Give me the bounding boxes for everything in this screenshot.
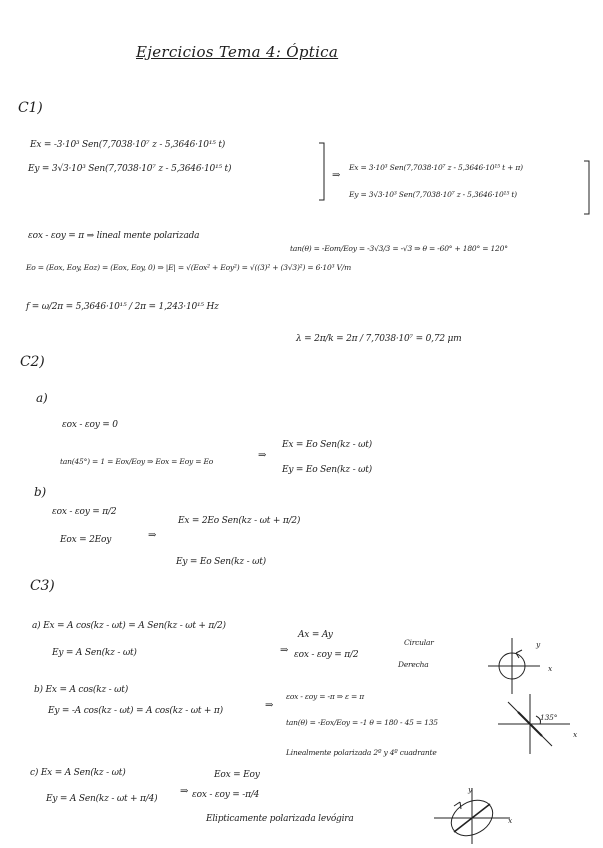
c2-a-ex: Ex = Eo Sen(kz - ωt) <box>282 440 372 450</box>
c3-c-type: Elipticamente polarizada levógira <box>206 814 354 824</box>
c3-c-phase: εox - εoy = -π/4 <box>192 790 260 800</box>
c1-ey-rewritten: Ey = 3√3·10³ Sen(7,7038·10⁷ z - 5,3646·10¹⁵ t) <box>349 190 517 199</box>
c2-b-label: b) <box>34 485 46 499</box>
elliptical-polarization-diagram <box>430 786 514 846</box>
c2-a-phase: εox - εoy = 0 <box>62 420 118 430</box>
implies-arrow: ⇒ <box>180 786 189 797</box>
c3-a-type: Circular <box>404 638 434 647</box>
c1-phase-line: εox - εoy = π ⇒ lineal mente polarizada <box>28 231 200 241</box>
c1-ex-equation: Ex = -3·10³ Sen(7,7038·10⁷ z - 5,3646·10¹⁵ t) <box>30 140 226 150</box>
right-bracket-2 <box>583 160 591 216</box>
c2-a-label: a) <box>36 391 48 405</box>
linear-polarization-diagram <box>494 692 574 756</box>
page-title: Ejercicios Tema 4: Óptica <box>136 43 339 61</box>
axis-label-y: y <box>536 640 541 649</box>
c2-b-amplitude: Eox = 2Eoy <box>60 535 112 545</box>
axis-label-x: x <box>508 816 513 825</box>
c1-tan-line: tan(θ) = -Eom/Eoy = -3√3/3 = -√3 ⇒ θ = -60° + 180° = 120° <box>290 244 508 253</box>
section-c3-label: C3) <box>30 578 55 594</box>
implies-arrow: ⇒ <box>280 645 289 656</box>
circular-polarization-diagram <box>484 636 544 696</box>
c3-a-ey: Ey = A Sen(kz - ωt) <box>52 648 137 658</box>
c3-c-amplitudes: Eox = Eoy <box>214 770 260 780</box>
c3-b-phase: εox - εoy = -π ⇒ ε = π <box>286 692 365 701</box>
implies-arrow: ⇒ <box>265 700 274 711</box>
c3-a-amplitudes: Ax = Ay <box>298 630 333 640</box>
c2-b-phase: εox - εoy = π/2 <box>52 507 117 517</box>
c3-b-ey: Ey = -A cos(kz - ωt) = A cos(kz - ωt + π) <box>48 706 223 716</box>
c1-ey-equation: Ey = 3√3·10³ Sen(7,7038·10⁷ z - 5,3646·10¹⁵ t) <box>28 164 232 174</box>
c2-a-tan: tan(45°) = 1 = Eox/Eoy ⇒ Eox = Eoy = Eo <box>60 457 214 466</box>
c2-b-ey: Ey = Eo Sen(kz - ωt) <box>176 557 266 567</box>
c2-b-ex: Ex = 2Eo Sen(kz - ωt + π/2) <box>178 516 301 526</box>
implies-arrow: ⇒ <box>148 530 157 541</box>
c1-frequency-line: f = ω/2π = 5,3646·10¹⁵ / 2π = 1,243·10¹⁵ Hz <box>26 302 219 312</box>
c3-b-angle-label: 135° <box>540 713 558 722</box>
implies-arrow: ⇒ <box>332 170 341 181</box>
section-c1-label: C1) <box>18 100 43 116</box>
c3-c-ex: c) Ex = A Sen(kz - ωt) <box>30 768 126 778</box>
c3-c-ey: Ey = A Sen(kz - ωt + π/4) <box>46 794 158 804</box>
c1-amplitude-line: Eo = (Eox, Eoy, Eoz) = (Eox, Eoy, 0) ⇒ |E| = √(Eox² + Eoy²) = √((3)² + (3√3)²) = 6·10³ V/m <box>26 263 352 272</box>
axis-label-y: y <box>468 785 473 794</box>
axis-label-x: x <box>573 730 578 739</box>
c3-a-ex: a) Ex = A cos(kz - ωt) = A Sen(kz - ωt + π/2) <box>32 621 226 631</box>
implies-arrow: ⇒ <box>258 450 267 461</box>
c1-wavelength-line: λ = 2π/k = 2π / 7,7038·10⁷ = 0,72 μm <box>296 334 462 344</box>
c3-a-phase: εox - εoy = π/2 <box>294 650 359 660</box>
c2-a-ey: Ey = Eo Sen(kz - ωt) <box>282 465 372 475</box>
c3-b-tan: tan(θ) = -Eox/Eoy = -1 θ = 180 - 45 = 135 <box>286 718 438 727</box>
c3-b-type: Linealmente polarizada 2º y 4º cuadrante <box>286 748 437 757</box>
c3-b-ex: b) Ex = A cos(kz - ωt) <box>34 685 129 695</box>
section-c2-label: C2) <box>20 354 45 370</box>
right-brace-bracket <box>318 142 326 202</box>
axis-label-x: x <box>548 664 553 673</box>
c1-ex-rewritten: Ex = 3·10³ Sen(7,7038·10⁷ z - 5,3646·10¹⁵ t + π) <box>349 163 523 172</box>
c3-a-direction: Derecha <box>398 660 429 669</box>
